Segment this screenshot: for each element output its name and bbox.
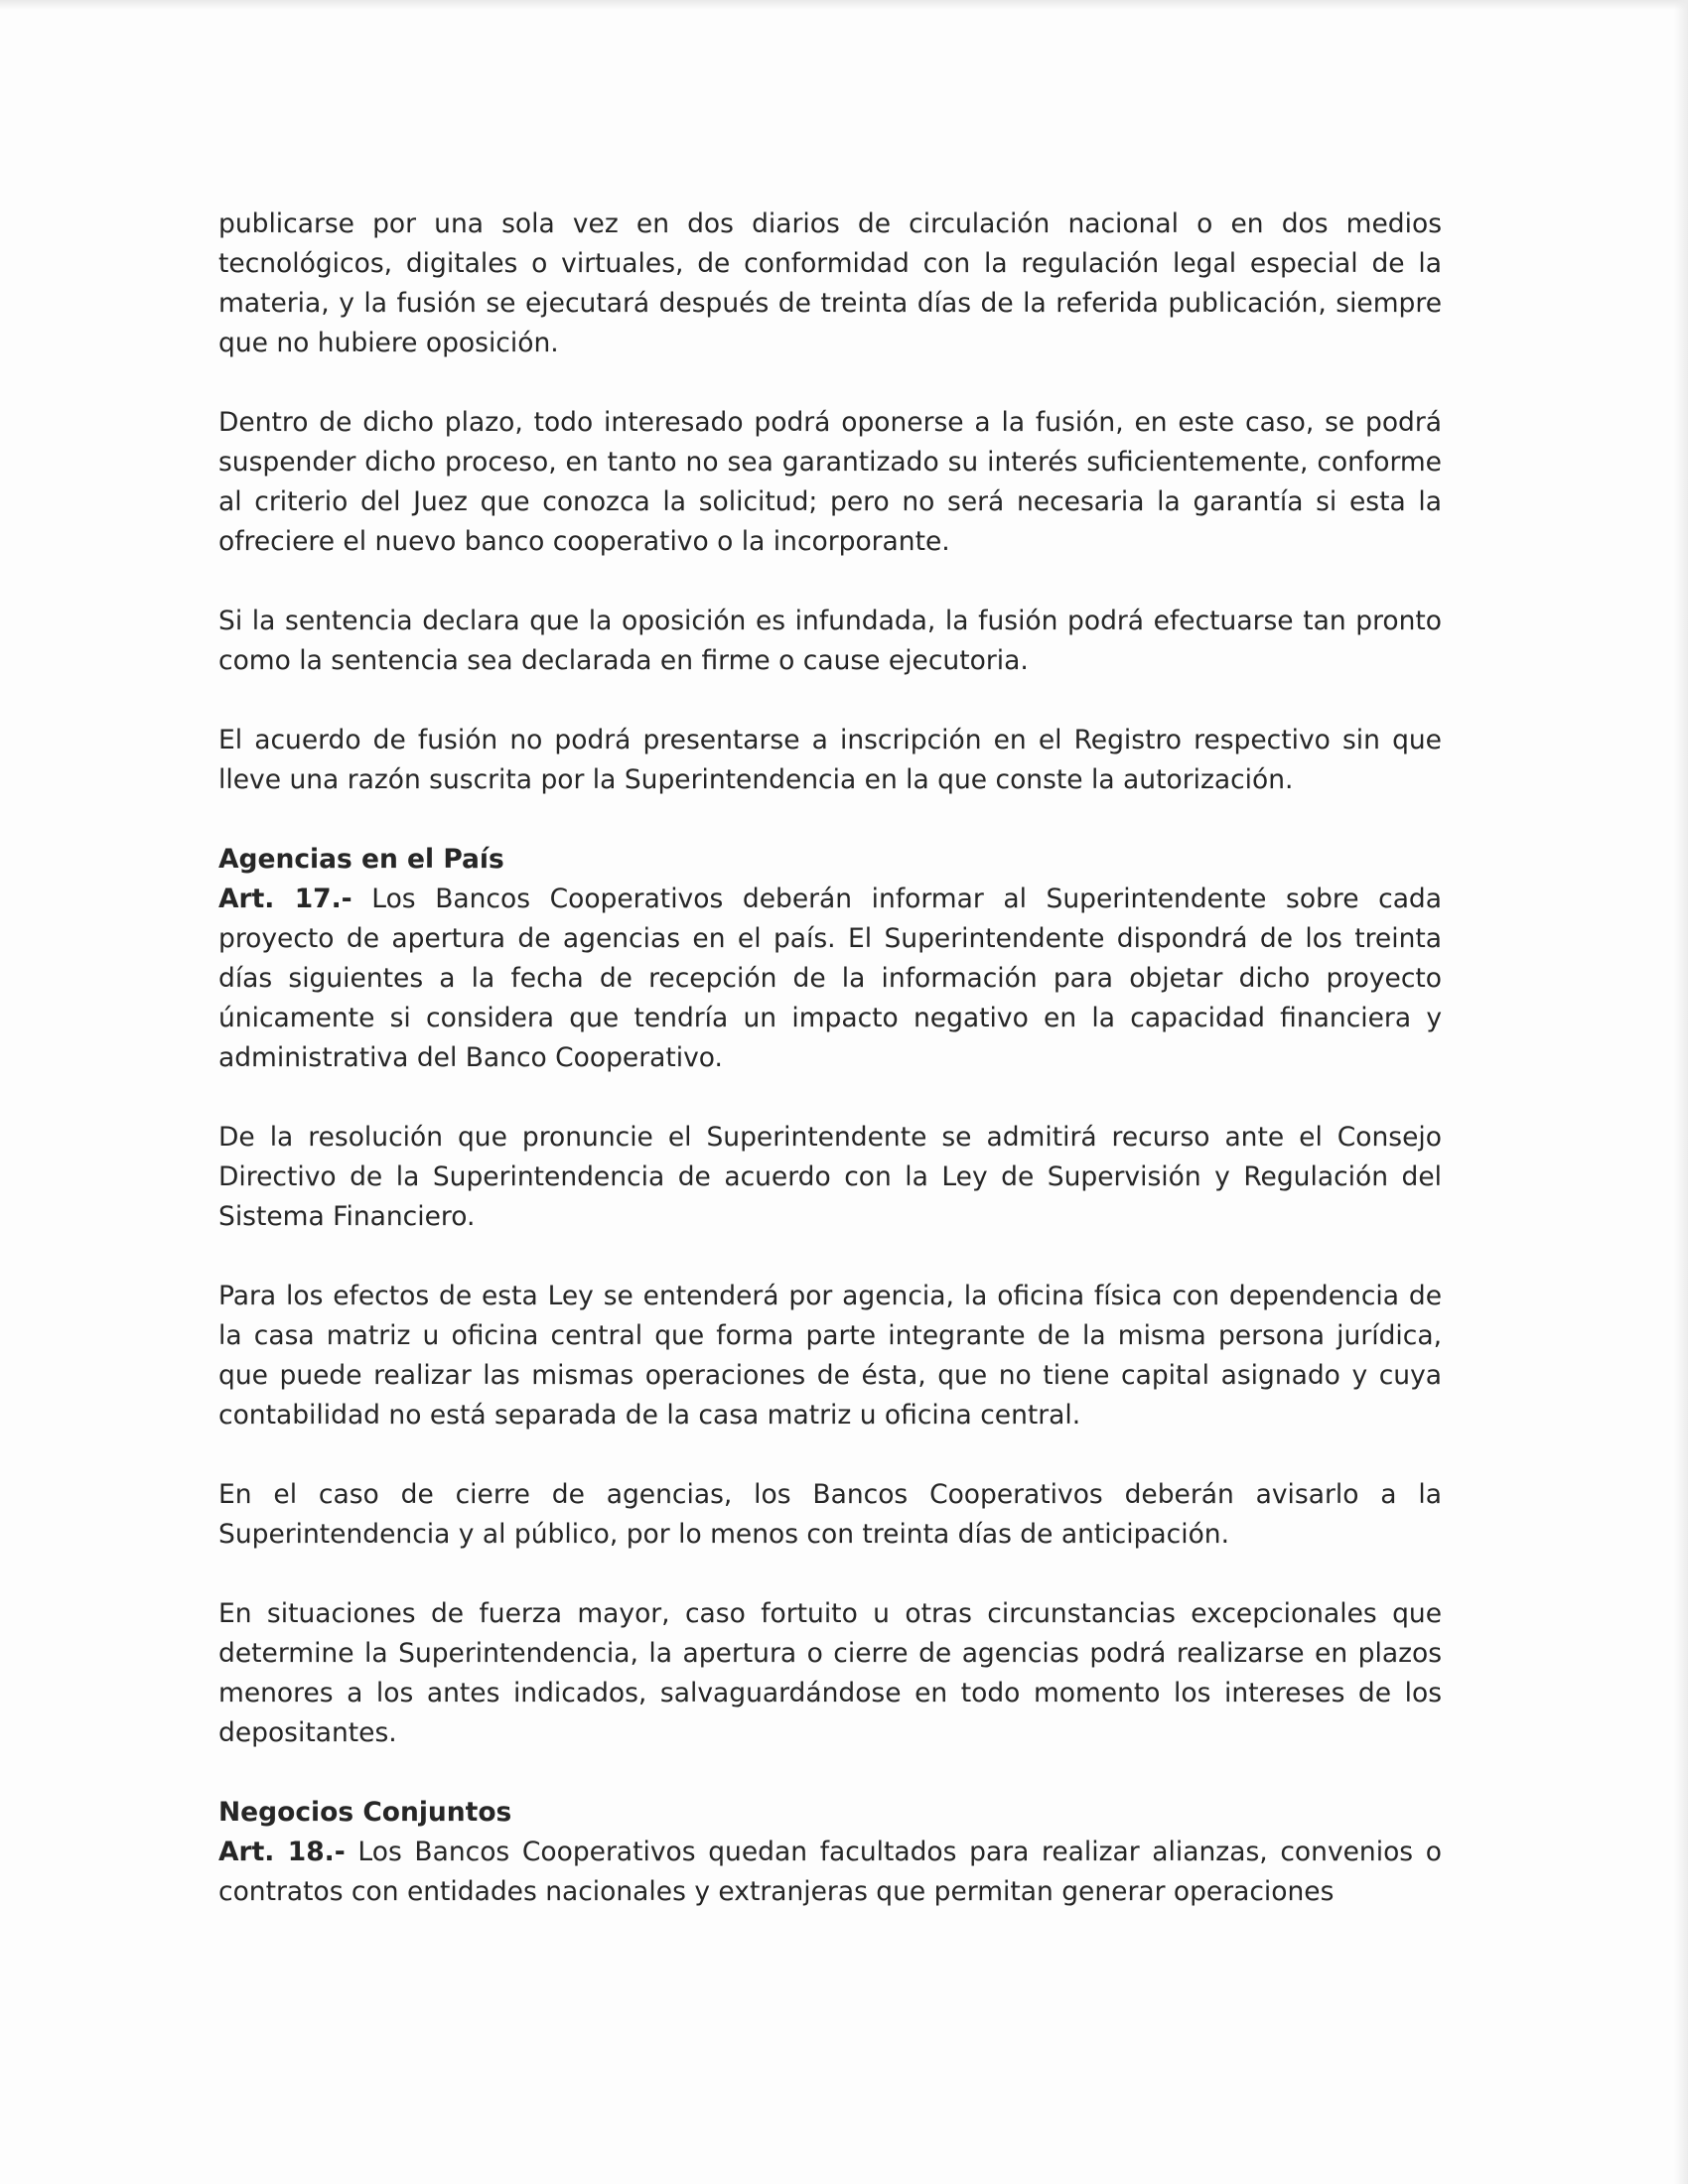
- paragraph-sentencia: Si la sentencia declara que la oposición es infundada, la fusión podrá efectuarse tan pronto como la sentencia sea declarada en firme o cause ejecutoria.: [218, 606, 1442, 676]
- heading-negocios-conjuntos: Negocios Conjuntos: [218, 1797, 512, 1828]
- paragraph-publicacion: publicarse por una sola vez en dos diarios de circulación nacional o en dos medios tecnológicos, digitales o virtuales, de conformidad con la regulación legal especial de la materia, y la fusión se ejecutará después de treinta días de la referida publicación, siempre que no hubiere oposición.: [218, 208, 1442, 358]
- paragraph-definicion-agencia: Para los efectos de esta Ley se entenderá por agencia, la oficina física con dependencia de la casa matriz u oficina central que forma parte integrante de la misma persona jurídica, que puede realizar las mismas operaciones de ésta, que no tiene capital asignado y cuya contabilidad no está separada de la casa matriz u oficina central.: [218, 1281, 1442, 1431]
- paragraph-cierre-agencias: En el caso de cierre de agencias, los Bancos Cooperativos deberán avisarlo a la Superintendencia y al público, por lo menos con treinta días de anticipación.: [218, 1479, 1442, 1550]
- article-17-label: Art. 17.-: [218, 884, 352, 914]
- article-17-text: Los Bancos Cooperativos deberán informar al Superintendente sobre cada proyecto de apertura de agencias en el país. El Superintendente dispondrá de los treinta días siguientes a la fecha de recepción de la información para objetar dicho proyecto únicamente si considera que tendría un impacto negativo en la capacidad financiera y administrativa del Banco Cooperativo.: [218, 884, 1442, 1073]
- paragraph-recurso: De la resolución que pronuncie el Superintendente se admitirá recurso ante el Consejo Directivo de la Superintendencia de acuerdo con la Ley de Supervisión y Regulación del Sistema Financiero.: [218, 1122, 1442, 1232]
- article-18: [218, 1833, 1442, 1912]
- article-18-label: Art. 18.-: [218, 1837, 346, 1867]
- paragraph-acuerdo-fusion: El acuerdo de fusión no podrá presentarse a inscripción en el Registro respectivo sin que lleve una razón suscrita por la Superintendencia en la que conste la autorización.: [218, 725, 1442, 795]
- paragraph-fuerza-mayor: En situaciones de fuerza mayor, caso fortuito u otras circunstancias excepcionales que determine la Superintendencia, la apertura o cierre de agencias podrá realizarse en plazos menores a los antes indicados, salvaguardándose en todo momento los intereses de los depositantes.: [218, 1598, 1442, 1748]
- paragraph-oposicion: Dentro de dicho plazo, todo interesado podrá oponerse a la fusión, en este caso, se podrá suspender dicho proceso, en tanto no sea garantizado su interés suficientemente, conforme al criterio del Juez que conozca la solicitud; pero no será necesaria la garantía si esta la ofreciere el nuevo banco cooperativo o la incorporante.: [218, 407, 1442, 557]
- document-body: [218, 205, 1442, 1912]
- scan-edge-top: [0, 0, 1688, 10]
- heading-agencias: Agencias en el País: [218, 844, 504, 875]
- scan-edge-right: [1674, 0, 1688, 2184]
- article-18-text: Los Bancos Cooperativos quedan facultados para realizar alianzas, convenios o contratos con entidades nacionales y extranjeras que permitan generar operaciones: [218, 1837, 1443, 1907]
- article-17: [218, 880, 1442, 1078]
